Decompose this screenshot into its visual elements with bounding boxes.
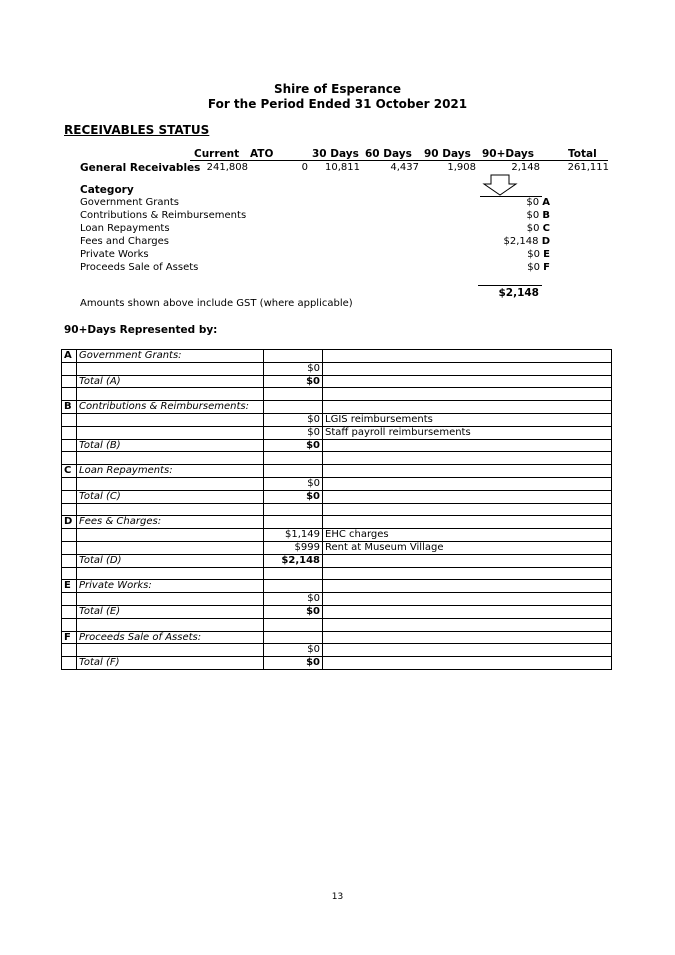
row-letter [62,618,77,631]
row-description [77,644,264,657]
table-row [62,567,612,580]
row-comment [323,503,612,516]
row-amount: $0 [264,605,323,618]
row-letter [62,567,77,580]
table-row [62,644,612,657]
row-comment [323,375,612,388]
row-comment [323,567,612,580]
row-comment [323,452,612,465]
row-comment [323,490,612,503]
row-description [77,388,264,401]
row-amount [264,503,323,516]
row-amount: $0 [264,413,323,426]
row-amount [264,516,323,529]
row-amount: $0 [264,490,323,503]
row-amount: $2,148 [264,554,323,567]
report-title-period: For the Period Ended 31 October 2021 [207,97,468,111]
table-row [62,529,612,542]
row-comment [323,580,612,593]
row-description [77,541,264,554]
row-letter [62,388,77,401]
row-amount: $0 [264,439,323,452]
report-title-shire: Shire of Esperance [273,82,402,96]
general-current-value: 241,808 [206,162,248,173]
row-comment: LGIS reimbursements [323,413,612,426]
table-row [62,593,612,606]
row-amount [264,388,323,401]
table-row [62,618,612,631]
table-row [62,503,612,516]
general-90days-value: 1,908 [447,162,476,173]
row-comment: Staff payroll reimbursements [323,426,612,439]
row-amount [264,350,323,363]
row-amount [264,631,323,644]
table-row [62,516,612,529]
row-amount [264,580,323,593]
row-description: Private Works: [77,580,264,593]
row-description [77,503,264,516]
category-heading: Category [80,184,134,196]
row-amount: $0 [264,644,323,657]
table-row [62,490,612,503]
category-total-value: $2,148 [498,287,539,299]
row-description: Total (B) [77,439,264,452]
row-letter [62,490,77,503]
row-description: Total (C) [77,490,264,503]
row-letter [62,477,77,490]
row-amount [264,452,323,465]
row-amount: $0 [264,477,323,490]
category-total-rule [478,285,542,286]
row-description [77,426,264,439]
row-amount: $999 [264,541,323,554]
row-amount: $0 [264,593,323,606]
row-amount: $0 [264,426,323,439]
row-letter [62,375,77,388]
category-value-f: $0 F [527,262,550,273]
col-header-ato: ATO [250,148,274,160]
row-description [77,452,264,465]
table-row [62,631,612,644]
section-title: RECEIVABLES STATUS [64,123,210,137]
category-value-a: $0 A [526,197,550,208]
row-comment [323,465,612,478]
row-letter: E [62,580,77,593]
row-description [77,529,264,542]
table-row [62,541,612,554]
row-comment [323,554,612,567]
row-description: Loan Repayments: [77,465,264,478]
general-total-value: 261,111 [567,162,609,173]
row-letter: A [62,350,77,363]
row-comment [323,631,612,644]
row-letter [62,593,77,606]
row-comment [323,605,612,618]
row-comment [323,644,612,657]
represented-heading: 90+Days Represented by: [64,324,218,336]
row-description: Contributions & Reimbursements: [77,401,264,414]
general-receivables-label: General Receivables [80,162,201,174]
row-letter [62,439,77,452]
category-label-loan-repayments: Loan Repayments [80,223,170,234]
table-row [62,388,612,401]
row-comment [323,439,612,452]
table-row [62,426,612,439]
general-90plus-value: 2,148 [511,162,540,173]
table-row [62,439,612,452]
col-header-90plus: 90+Days [482,148,534,160]
row-letter [62,554,77,567]
row-comment [323,350,612,363]
table-row [62,362,612,375]
category-value-b: $0 B [526,210,550,221]
row-letter [62,605,77,618]
col-header-total: Total [568,148,597,160]
row-comment [323,516,612,529]
category-label-proceeds-sale: Proceeds Sale of Assets [80,262,199,273]
category-value-c: $0 C [526,223,550,234]
gst-note: Amounts shown above include GST (where applicable) [80,298,353,309]
table-row [62,401,612,414]
category-value-e: $0 E [527,249,550,260]
row-amount: $1,149 [264,529,323,542]
row-comment [323,388,612,401]
row-letter [62,644,77,657]
row-letter: B [62,401,77,414]
category-label-private-works: Private Works [80,249,149,260]
row-description: Total (F) [77,657,264,670]
row-letter: C [62,465,77,478]
row-comment: Rent at Museum Village [323,541,612,554]
row-comment [323,657,612,670]
row-description: Total (E) [77,605,264,618]
row-description: Total (D) [77,554,264,567]
row-comment [323,401,612,414]
header-underline [190,160,608,161]
page-number: 13 [331,892,344,902]
col-header-current: Current [194,148,240,160]
row-amount: $0 [264,657,323,670]
row-description [77,413,264,426]
row-letter [62,413,77,426]
row-amount [264,465,323,478]
col-header-30days: 30 Days [312,148,359,160]
row-letter: F [62,631,77,644]
col-header-60days: 60 Days [365,148,412,160]
row-comment [323,593,612,606]
row-letter [62,657,77,670]
row-description: Fees & Charges: [77,516,264,529]
row-description [77,362,264,375]
table-row [62,452,612,465]
row-comment [323,362,612,375]
table-row [62,350,612,363]
row-letter: D [62,516,77,529]
general-30days-value: 10,811 [325,162,360,173]
row-description [77,477,264,490]
down-arrow-icon [482,174,518,196]
row-amount [264,567,323,580]
general-ato-value: 0 [301,162,308,173]
row-description [77,593,264,606]
category-value-d: $2,148 D [503,236,550,247]
row-comment [323,477,612,490]
table-row [62,554,612,567]
row-amount [264,401,323,414]
row-letter [62,362,77,375]
table-row [62,465,612,478]
category-label-fees-charges: Fees and Charges [80,236,169,247]
row-description [77,618,264,631]
row-letter [62,503,77,516]
row-letter [62,452,77,465]
row-amount: $0 [264,375,323,388]
row-comment: EHC charges [323,529,612,542]
row-description: Total (A) [77,375,264,388]
row-comment [323,618,612,631]
row-letter [62,541,77,554]
table-row [62,605,612,618]
row-amount: $0 [264,362,323,375]
represented-table [61,349,612,670]
row-description [77,567,264,580]
table-row [62,477,612,490]
table-row [62,657,612,670]
row-letter [62,529,77,542]
general-60days-value: 4,437 [390,162,419,173]
table-row [62,413,612,426]
category-label-government-grants: Government Grants [80,197,179,208]
table-row [62,375,612,388]
col-header-90days: 90 Days [424,148,471,160]
row-description: Proceeds Sale of Assets: [77,631,264,644]
row-amount [264,618,323,631]
row-letter [62,426,77,439]
category-label-contributions: Contributions & Reimbursements [80,210,247,221]
table-row [62,580,612,593]
row-description: Government Grants: [77,350,264,363]
